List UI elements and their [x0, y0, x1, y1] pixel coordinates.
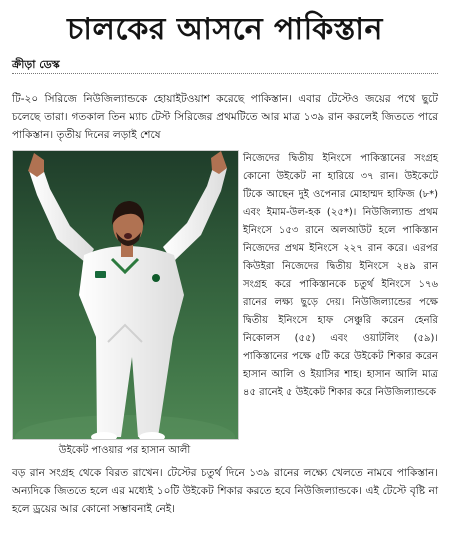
closing-paragraph: বড় রান সংগ্রহ থেকে বিরত রাখেন। টেস্টের চতুর্থ দিনে ১৩৯ রানের লক্ষ্যে খেলতে নামবে পাকিস্তান। অন্যদিকে জিততে হলে এর মধ্যেই ১০টি উইকেট শিকার করতে হবে নিউজিল্যান্ডকে। এই টেস্টে বৃষ্টি না হলে ড্রয়ের আর কোনো সম্ভাবনাই নেই। — [12, 467, 438, 515]
player-photo — [12, 150, 239, 440]
photo-caption: উইকেট পাওয়ার পর হাসান আলী — [58, 445, 191, 456]
desk-byline: ক্রীড়া ডেস্ক — [12, 58, 60, 71]
cricketer-celebrating-image — [13, 151, 238, 439]
body-column: নিজেদের দ্বিতীয় ইনিংসে পাকিস্তানের সংগ্রহ কোনো উইকেট না হারিয়ে ৩৭ রান। উইকেটে টিকে আছেন দুই ওপেনার মোহাম্মদ হাফিজ (৮*) এবং ইমাম-উল-হক (২৫*)। নিউজিল্যান্ড প্রথম ইনিংসে ১৫৩ রানে অলআউট হলে পাকিস্তান নিজেদের প্রথম ইনিংসে ২২৭ রান করে। এরপর কিউইরা নিজেদের দ্বিতীয় ইনিংসে ২৪৯ রান সংগ্রহ করে পাকিস্তানকে চতুর্থ ইনিংসে ১৭৬ রানের লক্ষ্য ছুড়ে দেয়। নিউজিল্যান্ডের পক্ষে দ্বিতীয় ইনিংসে হাফ সেঞ্চুরি করেন হেনরি নিকোলস (৫৫) এবং ওয়াটলিং (৫৯)। পাকিস্তানের পক্ষে ৫টি করে উইকেট শিকার করেন হাসান আলি ও ইয়াসির শাহ। হাসান আলি মাত্র ৪৫ রানেই ৫ উইকেট শিকার করে নিউজিল্যান্ডকে — [243, 153, 438, 398]
headline: চালকের আসনে পাকিস্তান — [67, 12, 383, 47]
byline-divider — [12, 73, 438, 74]
lead-paragraph: টি-২০ সিরিজে নিউজিল্যান্ডকে হোয়াইটওয়াশ করেছে পাকিস্তান। এবার টেস্টেও জয়ের পথে ছুটে চলেছে তারা। গতকাল তিন ম্যাচ টেস্ট সিরিজের প্রথমটিতে আর মাত্র ১৩৯ রান করলেই জিততে পারে পাকিস্তান। তৃতীয় দিনের লড়াই শেষে — [12, 93, 438, 141]
